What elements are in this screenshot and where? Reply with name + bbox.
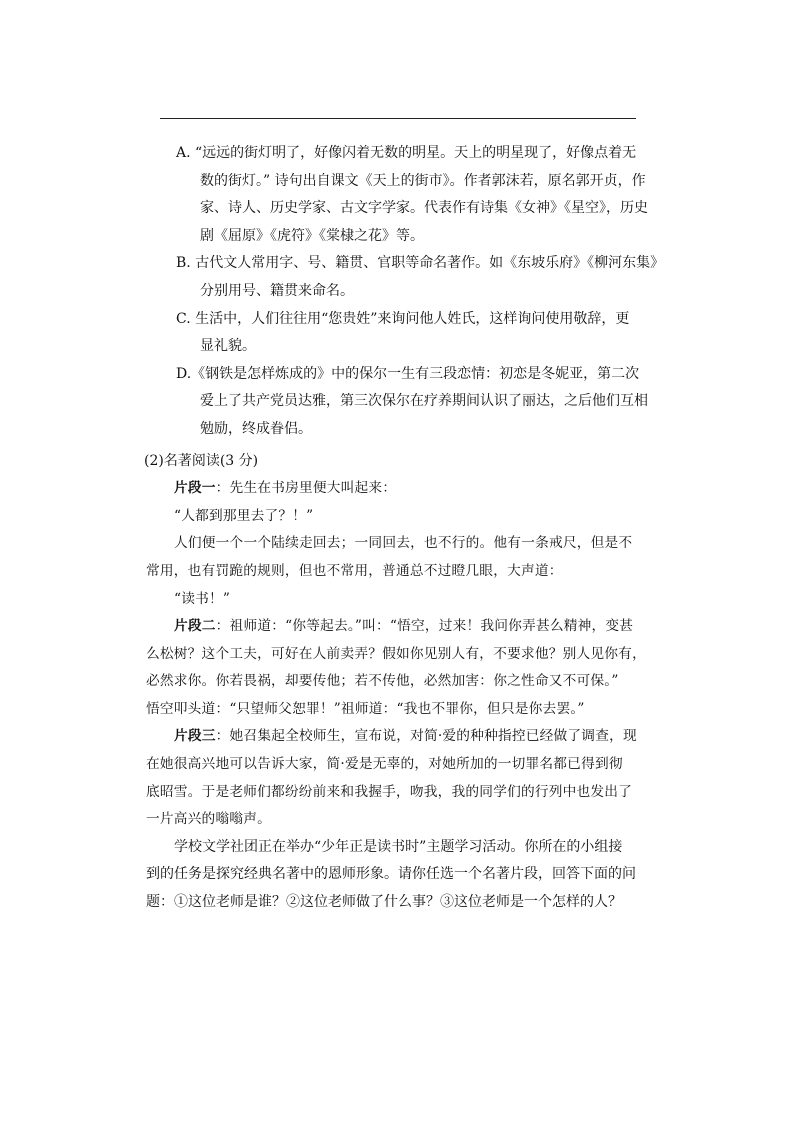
option-b-line-2: 分别用号、籍贯来命名。 [200, 282, 354, 299]
option-b-line-1: B. 古代文人常用字、号、籍贯、官职等命名著作。如《东坡乐府》《柳河东集》 [176, 255, 665, 272]
option-b [160, 250, 665, 305]
fragment-1-text-1: ：先生在书房里便大叫起来： [215, 480, 397, 497]
task-paragraph [146, 834, 640, 917]
fragment-3 [146, 723, 640, 833]
option-c [160, 306, 640, 361]
option-d [160, 361, 648, 444]
option-d-line-3: 勉励，终成眷侣。 [200, 420, 312, 437]
task-line-1: 学校文学社团正在举办“少年正是读书时”主题学习活动。你所在的小组接 [174, 838, 623, 855]
option-a-line-4: 剧《屈原》《虎符》《棠棣之花》等。 [200, 227, 424, 244]
fragment-2-line-3: 必然求你。你若畏祸，却要传他；若不传他，必然加害：你之性命又不可保。” [146, 673, 619, 690]
document-content [144, 140, 665, 917]
option-c-line-1: C. 生活中，人们往往用“您贵姓”来询问他人姓氏，这样询问使用敬辞，更 [176, 310, 630, 327]
fragment-3-label: 片段三 [174, 728, 216, 745]
fragment-1 [146, 475, 640, 613]
fragment-3-line-2: 在她很高兴地可以告诉大家，简·爱是无辜的，对她所加的一切罪名都已得到彻 [146, 756, 623, 773]
fragment-1-line-5: “读书！” [174, 590, 231, 607]
fragment-1-line-2: “人都到那里去了？！” [174, 507, 314, 524]
fragment-1-line-3: 人们便一个一个陆续走回去；一同回去，也不行的。他有一条戒尺，但是不 [174, 535, 633, 552]
option-a [160, 140, 648, 250]
task-line-2: 到的任务是探究经典名著中的恩师形象。请你任选一个名著片段，回答下面的问 [146, 866, 636, 883]
fragment-2-line-2: 么松树？这个工夫，可好在人前卖弄？假如你见别人有，不要求他？别人见你有， [146, 645, 646, 662]
fragment-2-label: 片段二 [174, 618, 216, 635]
fragment-1-line-1 [160, 475, 640, 503]
option-a-line-3: 家、诗人、历史学家、古文字学家。代表作有诗集《女神》《星空》，历史 [200, 200, 648, 217]
option-d-line-2: 爱上了共产党员达雅，第三次保尔在疗养期间认识了丽达，之后他们互相 [200, 393, 648, 410]
fragment-3-line-1 [160, 723, 640, 751]
fragment-2-line-4: 悟空叩头道：“只望师父恕罪！”祖师道：“我也不罪你，但只是你去罢。” [146, 700, 585, 717]
fragment-2-text-1: ：祖师道：“你等起去。”叫：“悟空，过来！我问你弄甚么精神，变甚 [215, 618, 634, 635]
option-a-line-1: A. “远远的街灯明了，好像闪着无数的明星。天上的明星现了，好像点着无 [176, 145, 637, 161]
fragment-2 [146, 613, 646, 723]
fragment-2-line-1 [160, 613, 640, 641]
fragment-1-label: 片段一 [174, 480, 216, 497]
fragment-3-line-4: 一片高兴的嗡嗡声。 [146, 811, 271, 828]
option-c-line-2: 显礼貌。 [200, 338, 256, 355]
section-heading: (2)名著阅读(3 分) [144, 452, 259, 469]
option-d-line-1: D.《钢铁是怎样炼成的》中的保尔一生有三段恋情：初恋是冬妮亚，第二次 [176, 365, 640, 382]
fragment-1-line-4: 常用，也有罚跪的规则，但也不常用，普通总不过瞪几眼，大声道： [146, 562, 563, 579]
task-line-3: 题：①这位老师是谁？②这位老师做了什么事？③这位老师是一个怎样的人？ [146, 894, 622, 911]
header-rule [160, 118, 636, 119]
option-a-line-2: 数的街灯。” 诗句出自课文《天上的街市》。作者郭沫若，原名郭开贞，作 [200, 172, 646, 189]
fragment-3-line-3: 底昭雪。于是老师们都纷纷前来和我握手，吻我，我的同学们的行列中也发出了 [146, 783, 633, 800]
fragment-3-text-1: ：她召集起全校师生，宣布说，对简·爱的种种指控已经做了调查，现 [215, 728, 637, 745]
